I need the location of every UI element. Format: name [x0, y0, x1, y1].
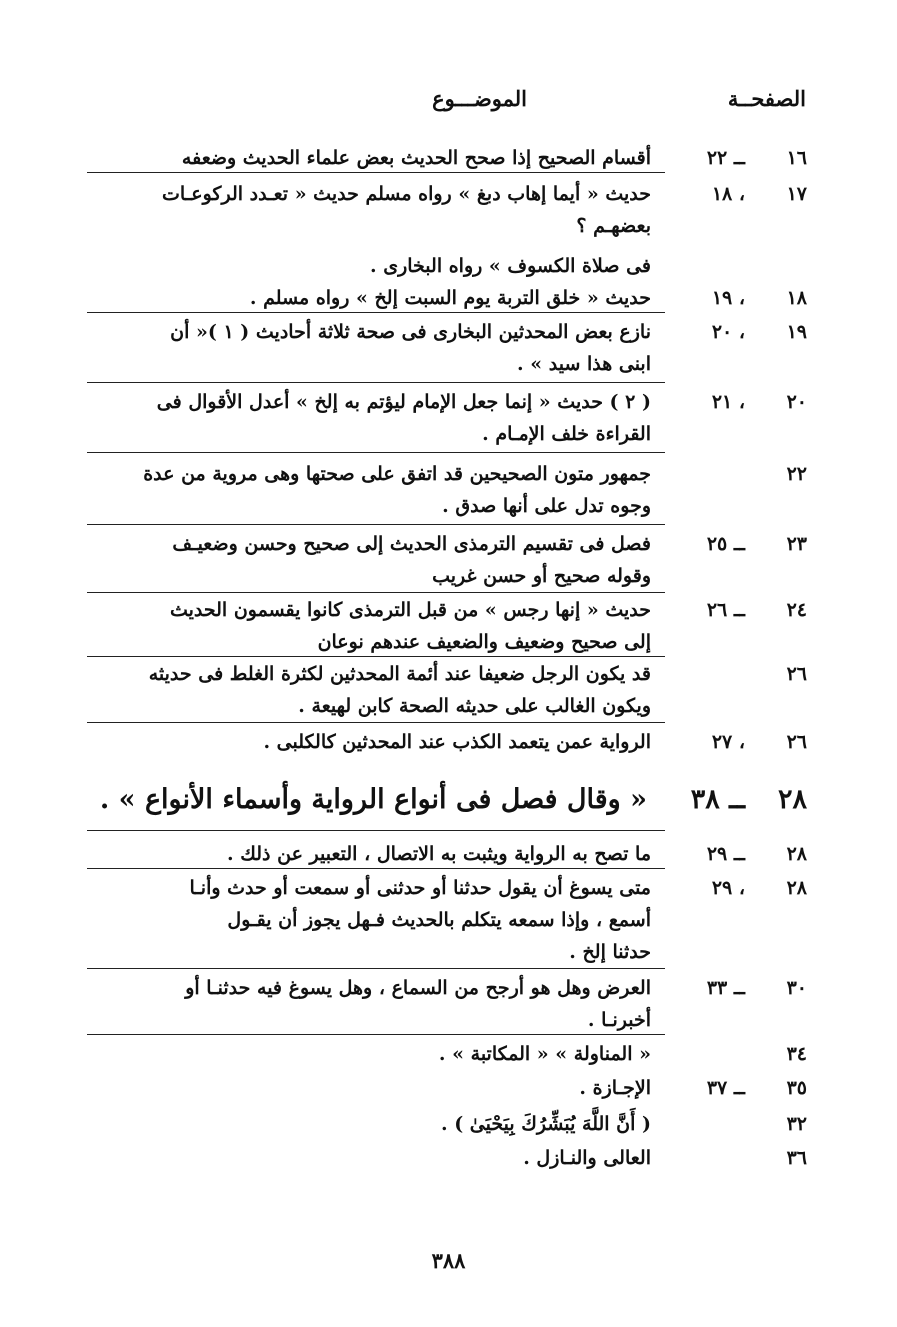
entry-range: ــ ٢٢ — [706, 147, 745, 169]
entry-text — [87, 594, 651, 658]
entry-line: فى صلاة الكسوف » رواه البخارى . — [369, 255, 651, 277]
column-header-subject: الموضـــوع — [432, 86, 527, 111]
divider — [87, 722, 665, 723]
divider — [87, 868, 665, 869]
entry-range: ــ ٢٥ — [706, 533, 745, 555]
entry-line: العالى والنـازل . — [523, 1147, 651, 1169]
entry-line: حديث « إنها رجس » من قبل الترمذى كانوا يقسمون الحديث — [169, 599, 651, 621]
entry-range: ، ٢٠ — [711, 321, 745, 343]
divider — [87, 452, 665, 453]
divider — [87, 524, 665, 525]
entry-line: « المناولة » « المكاتبة » . — [438, 1043, 651, 1065]
entry-line: الرواية عمن يتعمد الكذب عند المحدثين كالكلبى . — [263, 731, 651, 753]
entry-page: ١٧ — [786, 183, 807, 205]
divider — [87, 1034, 665, 1035]
entry-line: جمهور متون الصحيحين قد اتفق على صحتها وهى مروية من عدة — [143, 463, 651, 485]
entry-text — [87, 1108, 651, 1140]
entry-range: ــ ٣٣ — [706, 977, 745, 999]
entry-line: ما تصح به الرواية ويثبت به الاتصال ، التعبير عن ذلك . — [227, 843, 651, 865]
entry-line: قد يكون الرجل ضعيفا عند أئمة المحدثين لكثرة الغلط فى حديثه — [148, 663, 651, 685]
entry-page: ١٩ — [786, 321, 807, 343]
entry-page: ٣٦ — [786, 1147, 807, 1169]
divider — [87, 592, 665, 593]
entry-line: حديث « أيما إهاب دبغ » رواه مسلم حديث « تعـدد الركوعـات — [162, 183, 651, 205]
entry-text — [87, 458, 651, 522]
page-number: ٣٨٨ — [431, 1248, 466, 1273]
section-heading — [87, 780, 647, 820]
entry-text — [87, 386, 651, 450]
divider — [87, 656, 665, 657]
entry-text — [87, 1142, 651, 1174]
divider — [87, 312, 665, 313]
entry-line: العرض وهل هو أرجح من السماع ، وهل يسوغ فيه حدثنـا أو — [185, 977, 651, 999]
entry-text — [87, 316, 651, 380]
entry-page: ٢٨ — [786, 877, 807, 899]
entry-page: ٣٢ — [786, 1113, 807, 1135]
entry-text — [87, 528, 651, 592]
entry-line: الإجـازة . — [579, 1077, 651, 1099]
entry-range: ، ١٨ — [711, 183, 745, 205]
entry-range: ــ ٣٧ — [706, 1077, 745, 1099]
entry-line: ابنى هذا سيد » . — [517, 353, 651, 375]
entry-text — [87, 1072, 651, 1104]
entry-page: ٢٦ — [786, 731, 807, 753]
entry-range: ــ ٣٨ — [690, 784, 745, 815]
entry-line: فصل فى تقسيم الترمذى الحديث إلى صحيح وحسن وضعيـف — [172, 533, 651, 555]
entry-line: وجوه تدل على أنها صدق . — [442, 495, 651, 517]
entry-page: ٢٨ — [786, 843, 807, 865]
entry-line: ويكون الغالب على حديثه الصحة كابن لهيعة . — [298, 695, 651, 717]
entry-line: حدثنا إلخ . — [569, 941, 651, 963]
entry-range: ، ١٩ — [711, 287, 745, 309]
entry-page: ٢٢ — [786, 463, 807, 485]
entry-text — [87, 838, 651, 870]
entry-range: ، ٢٩ — [711, 877, 745, 899]
entry-page: ٣٥ — [786, 1077, 807, 1099]
entry-line: بعضهـم ؟ — [576, 215, 651, 237]
divider — [87, 830, 665, 831]
divider — [87, 382, 665, 383]
entry-line: ( أَنَّ اللَّهَ يُبَشِّرُكَ بِيَحْيَىٰ ) . — [440, 1113, 651, 1135]
entry-page: ٣٤ — [786, 1043, 807, 1065]
entry-line: ( ٢ ) حديث « إنما جعل الإمام ليؤتم به إلخ » أعدل الأقوال فى — [156, 391, 651, 413]
entry-text — [87, 282, 651, 314]
entry-text — [87, 872, 651, 968]
entry-line: « وقال فصل فى أنواع الرواية وأسماء الأنواع » . — [99, 784, 647, 815]
entry-line: القراءة خلف الإمـام . — [482, 423, 651, 445]
entry-line: أسمع ، وإذا سمعه يتكلم بالحديث فـهل يجوز أن يقـول — [227, 909, 651, 931]
entry-range: ، ٢١ — [711, 391, 745, 413]
entry-text — [87, 972, 651, 1036]
entry-text — [87, 658, 651, 722]
entry-text — [87, 142, 651, 174]
entry-line: متى يسوغ أن يقول حدثنا أو حدثنى أو سمعت أو حدث وأنـا — [189, 877, 651, 899]
entry-line: أخبرنـا . — [587, 1009, 651, 1031]
entry-page: ٢٤ — [786, 599, 807, 621]
entry-page: ١٦ — [786, 147, 807, 169]
entry-text — [87, 1038, 651, 1070]
divider — [87, 968, 665, 969]
entry-range: ، ٢٧ — [711, 731, 745, 753]
entry-line: إلى صحيح وضعيف والضعيف عندهم نوعان — [317, 631, 651, 653]
entry-page: ٢٠ — [786, 391, 807, 413]
entry-line: أقسام الصحيح إذا صحح الحديث بعض علماء الحديث وضعفه — [181, 147, 651, 169]
entry-text — [87, 178, 651, 282]
entry-line: وقوله صحيح أو حسن غريب — [432, 565, 651, 587]
divider — [87, 172, 665, 173]
entry-range: ــ ٢٦ — [706, 599, 745, 621]
entry-page: ٣٠ — [786, 977, 807, 999]
entry-page: ٢٣ — [786, 533, 807, 555]
entry-line: نازع بعض المحدثين البخارى فى صحة ثلاثة أحاديث ( ١ )« أن — [170, 321, 651, 343]
entry-page: ٢٦ — [786, 663, 807, 685]
entry-page: ١٨ — [786, 287, 807, 309]
entry-text — [87, 726, 651, 758]
column-header-page: الصفحــة — [727, 86, 806, 111]
entry-page: ٢٨ — [777, 784, 807, 815]
entry-range: ــ ٢٩ — [706, 843, 745, 865]
entry-line: حديث « خلق التربة يوم السبت إلخ » رواه مسلم . — [249, 287, 651, 309]
